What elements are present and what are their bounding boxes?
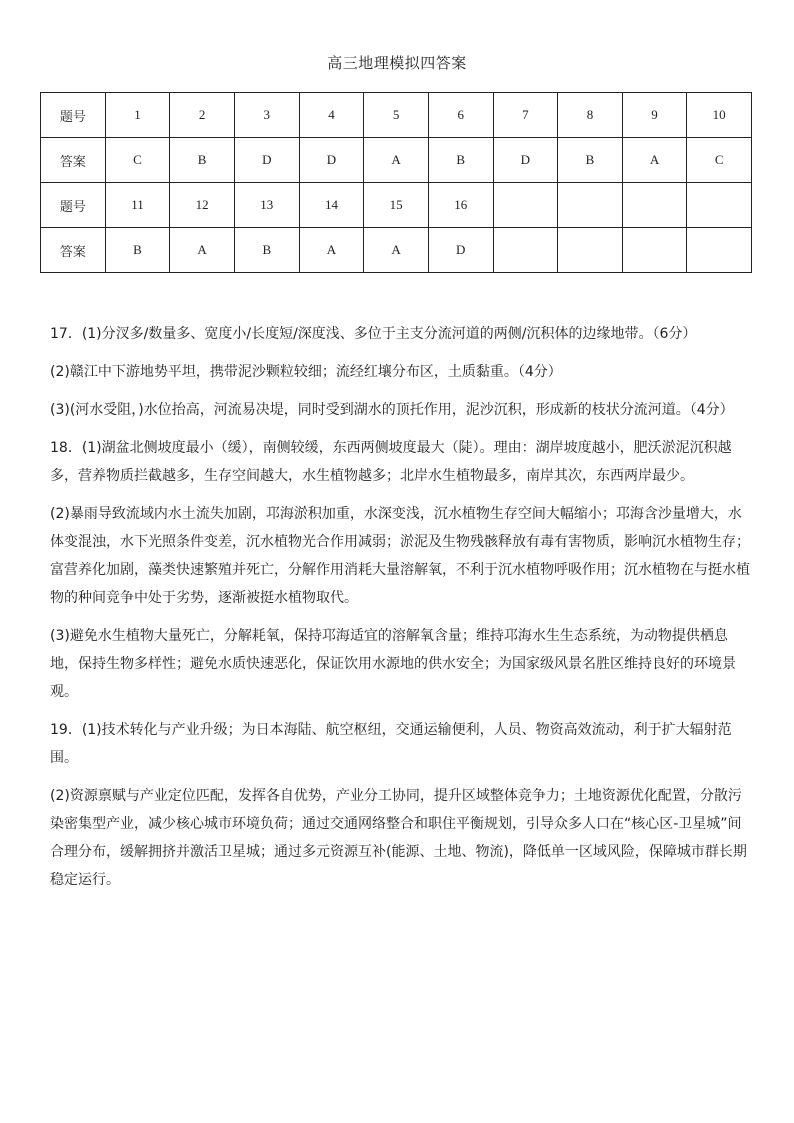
table-cell: C (105, 138, 170, 183)
table-cell: B (558, 138, 623, 183)
page-title: 高三地理模拟四答案 (327, 54, 467, 72)
table-cell: D (493, 138, 558, 183)
answer-17-3: (3)(河水受阻，)水位抬高，河流易决堤，同时受到湖水的顶托作用，泥沙沉积，形成新的枝状分流河道。（4分） (50, 402, 734, 418)
table-cell: B (105, 228, 170, 273)
row-header: 答案 (41, 228, 106, 273)
table-cell: 12 (170, 183, 235, 228)
table-cell (558, 228, 623, 273)
table-cell (493, 183, 558, 228)
answer-17-1: 17．(1)分汊多/数量多、宽度小/长度短/深度浅、多位于主支分流河道的两侧/沉积体的边缘地带。（6分） (50, 326, 697, 342)
table-cell: A (299, 228, 364, 273)
table-cell: 9 (622, 93, 687, 138)
table-cell (687, 183, 752, 228)
table-cell: 3 (234, 93, 299, 138)
answer-18-2: (2)暴雨导致流域内水土流失加剧，邛海淤积加重，水深变浅，沉水植物生存空间大幅缩小；邛海含沙量增大，水体变混浊，水下光照条件变差，沉水植物光合作用减弱；淤泥及生物残骸释放有毒有害物质，影响沉水植物生存；富营养化加剧，藻类快速繁殖并死亡，分解作用消耗大量溶解氧，不利于沉水植物呼吸作用；沉水植物在与挺水植物的种间竞争中处于劣势，逐渐被挺水植物取代。 (50, 506, 750, 606)
answer-explanations (50, 320, 750, 904)
table-cell: B (428, 138, 493, 183)
table-cell (558, 183, 623, 228)
table-row (41, 183, 752, 228)
table-cell: 6 (428, 93, 493, 138)
table-row (41, 93, 752, 138)
answer-19-2: (2)资源禀赋与产业定位匹配，发挥各自优势，产业分工协同，提升区域整体竞争力；土地资源优化配置，分散污染密集型产业，减少核心城市环境负荷；通过交通网络整合和职住平衡规划，引导众多人口在“核心区-卫星城”间合理分布，缓解拥挤并激活卫星城；通过多元资源互补(能源、土地、物流)，降低单一区域风险，保障城市群长期稳定运行。 (50, 788, 747, 888)
row-header: 答案 (41, 138, 106, 183)
table-cell (622, 183, 687, 228)
answer-17-2: (2)赣江中下游地势平坦，携带泥沙颗粒较细；流经红壤分布区，土质黏重。（4分） (50, 364, 562, 380)
table-cell: A (364, 228, 429, 273)
table-cell: D (428, 228, 493, 273)
answer-18-1: 18．(1)湖盆北侧坡度最小（缓），南侧较缓，东西两侧坡度最大（陡）。理由：湖岸坡度越小，肥沃淤泥沉积越多，营养物质拦截越多，生存空间越大，水生植物越多；北岸水生植物最多，南岸其次，东西两岸最少。 (50, 440, 732, 484)
table-cell: 14 (299, 183, 364, 228)
table-cell: 5 (364, 93, 429, 138)
row-header: 题号 (41, 183, 106, 228)
table-cell: 16 (428, 183, 493, 228)
answer-table (40, 92, 752, 273)
table-row (41, 138, 752, 183)
table-cell: 7 (493, 93, 558, 138)
table-cell (493, 228, 558, 273)
table-cell: 11 (105, 183, 170, 228)
row-header: 题号 (41, 93, 106, 138)
table-cell: A (622, 138, 687, 183)
table-cell: C (687, 138, 752, 183)
table-cell: A (170, 228, 235, 273)
table-cell: 13 (234, 183, 299, 228)
table-cell (687, 228, 752, 273)
answer-18-3: (3)避免水生植物大量死亡，分解耗氧，保持邛海适宜的溶解氧含量；维持邛海水生生态系统，为动物提供栖息地，保持生物多样性；避免水质快速恶化，保证饮用水源地的供水安全；为国家级风景名胜区维持良好的环境景观。 (50, 628, 736, 700)
table-cell: 4 (299, 93, 364, 138)
table-cell: 10 (687, 93, 752, 138)
table-cell: A (364, 138, 429, 183)
table-cell: D (299, 138, 364, 183)
table-cell: D (234, 138, 299, 183)
table-cell: 1 (105, 93, 170, 138)
table-cell: 2 (170, 93, 235, 138)
table-cell: 8 (558, 93, 623, 138)
table-cell: B (170, 138, 235, 183)
table-row (41, 228, 752, 273)
answer-19-1: 19．(1)技术转化与产业升级；为日本海陆、航空枢纽，交通运输便利，人员、物资高效流动，利于扩大辐射范围。 (50, 722, 732, 766)
table-cell: B (234, 228, 299, 273)
table-cell: 15 (364, 183, 429, 228)
table-cell (622, 228, 687, 273)
